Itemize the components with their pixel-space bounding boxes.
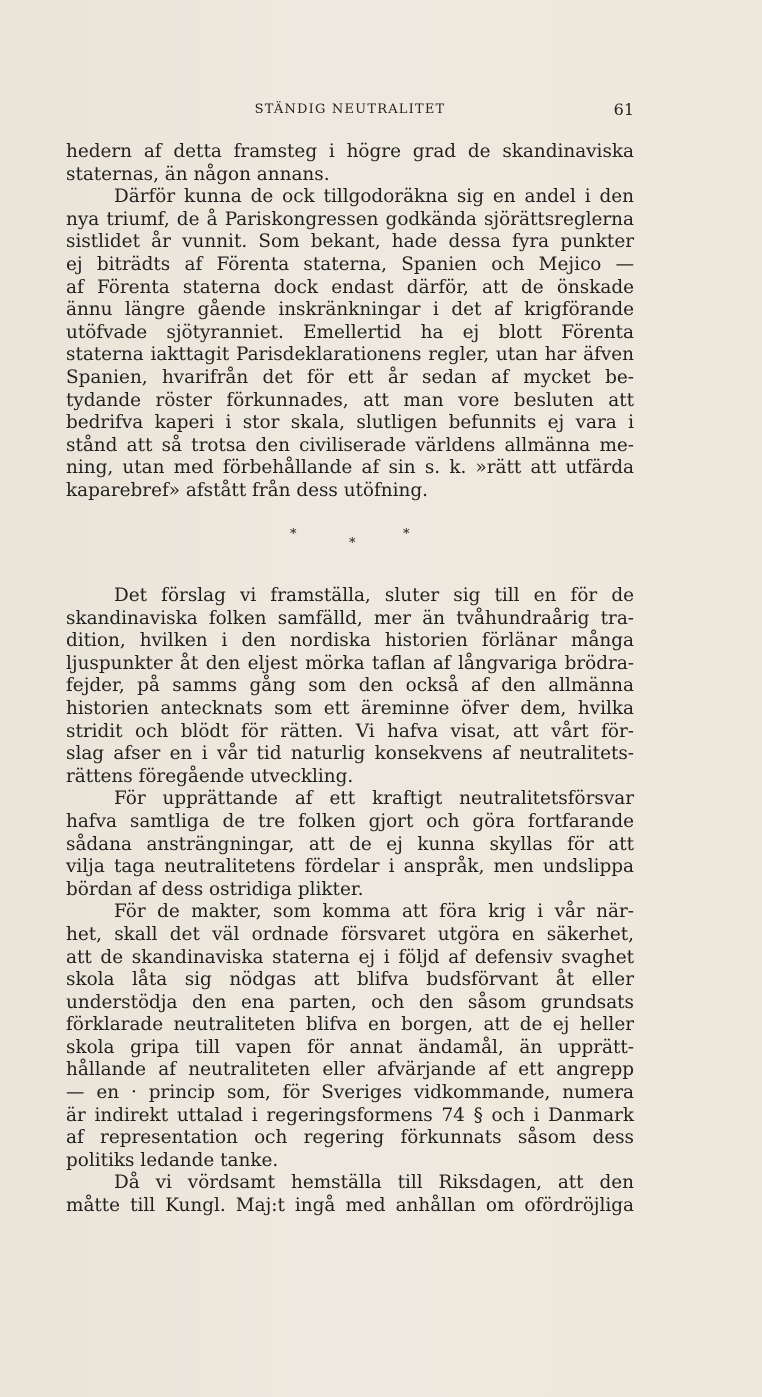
text-line: staterna iakttagit Parisdeklarationens regler, utan har äfven <box>66 344 634 366</box>
text-line: ljuspunkter åt den eljest mörka taflan af långvariga brödra- <box>66 652 634 674</box>
text-line: sistlidet år vunnit. Som bekant, hade dessa fyra punkter <box>66 231 634 253</box>
asterisk: * <box>349 536 356 551</box>
text-line: stånd att så trotsa den civiliserade världens allmänna me- <box>66 434 634 456</box>
text-line: tydande röster förkunnades, att man vore besluten att <box>66 389 634 411</box>
text-line: kaparebref» afstått från dess utöfning. <box>66 479 428 501</box>
text-line: att de skandinaviska staterna ej i följd af defensiv svaghet <box>66 946 634 968</box>
text-line: skandinaviska folken samfälld, mer än tvåhundraårig tra- <box>66 607 634 629</box>
text-line: Då vi vördsamt hemställa till Riksdagen, att den <box>114 1172 634 1194</box>
text-line: fejder, på samms gång som den också af den allmänna <box>66 675 634 697</box>
text-line: hållande af neutraliteten eller afvärjande af ett angrepp <box>66 1059 634 1081</box>
text-line: sådana ansträngningar, att de ej kunna skyllas för att <box>66 833 634 855</box>
text-line: politiks ledande tanke. <box>66 1149 279 1171</box>
text-line: måtte till Kungl. Maj:t ingå med anhållan om ofördröjliga <box>66 1195 634 1217</box>
paragraph-block-2 <box>66 585 634 1218</box>
text-line: skola låta sig nödgas att blifva budsförvant åt eller <box>66 969 634 991</box>
text-line: utöfvade sjötyranniet. Emellertid ha ej blott Förenta <box>66 321 634 343</box>
text-line: stridit och blödt för rätten. Vi hafva visat, att vårt för- <box>66 720 634 742</box>
text-line: staternas, än någon annans. <box>66 163 330 185</box>
text-line: nya triumf, de å Pariskongressen godkända sjörättsreglerna <box>66 208 634 230</box>
text-line: hedern af detta framsteg i högre grad de skandinaviska <box>66 141 634 162</box>
running-head: STÄNDIG NEUTRALITET <box>254 102 446 117</box>
text-line: Spanien, hvarifrån det för ett år sedan af mycket be- <box>66 366 634 388</box>
text-line: ej biträdts af Förenta staterna, Spanien och Mejico — <box>66 253 634 275</box>
text-line: hafva samtliga de tre folken gjort och göra fortfarande <box>66 810 634 832</box>
text-line: skola gripa till vapen för annat ändamål, än upprätt- <box>66 1036 634 1058</box>
section-separator <box>66 522 634 552</box>
text-line: slag afser en i vår tid naturlig konsekvens af neutralitets- <box>66 743 634 765</box>
asterisk: * <box>290 527 297 542</box>
text-line: dition, hvilken i den nordiska historien förlänar många <box>66 630 634 652</box>
asterisk: * <box>403 527 410 542</box>
text-line: rättens föregående utveckling. <box>66 765 354 787</box>
text-line: bördan af dess ostridiga plikter. <box>66 878 364 900</box>
text-line: af Förenta staterna dock endast därför, att de önskade <box>66 276 634 298</box>
text-line: Det förslag vi framställa, sluter sig till en för de <box>114 585 634 606</box>
paragraph-block-1 <box>66 141 634 503</box>
text-line: vilja taga neutralitetens fördelar i anspråk, men undslippa <box>66 856 634 878</box>
text-line: af representation och regering förkunnats såsom dess <box>66 1127 634 1149</box>
text-line: För de makter, som komma att föra krig i vår när- <box>114 901 634 923</box>
text-line: För upprättande af ett kraftigt neutralitetsförsvar <box>114 788 634 810</box>
text-line: är indirekt uttalad i regeringsformens 74 § och i Danmark <box>66 1104 634 1126</box>
page-number: 61 <box>613 100 634 119</box>
text-line: ning, utan med förbehållande af sin s. k. »rätt att utfärda <box>66 457 634 479</box>
text-line: bedrifva kaperi i stor skala, slutligen befunnits ej vara i <box>66 412 634 434</box>
page-header <box>66 100 634 122</box>
text-line: förklarade neutraliteten blifva en borgen, att de ej heller <box>66 1014 634 1036</box>
text-line: het, skall det väl ordnade försvaret utgöra en säkerhet, <box>66 923 634 945</box>
text-line: Därför kunna de ock tillgodoräkna sig en andel i den <box>114 186 634 208</box>
text-line: ännu längre gående inskränkningar i det af krigförande <box>66 299 634 321</box>
text-line: — en · princip som, för Sveriges vidkommande, numera <box>66 1082 634 1104</box>
text-line: historien antecknats som ett äreminne öfver dem, hvilka <box>66 697 634 719</box>
text-line: understödja den ena parten, och den såsom grundsats <box>66 991 634 1013</box>
